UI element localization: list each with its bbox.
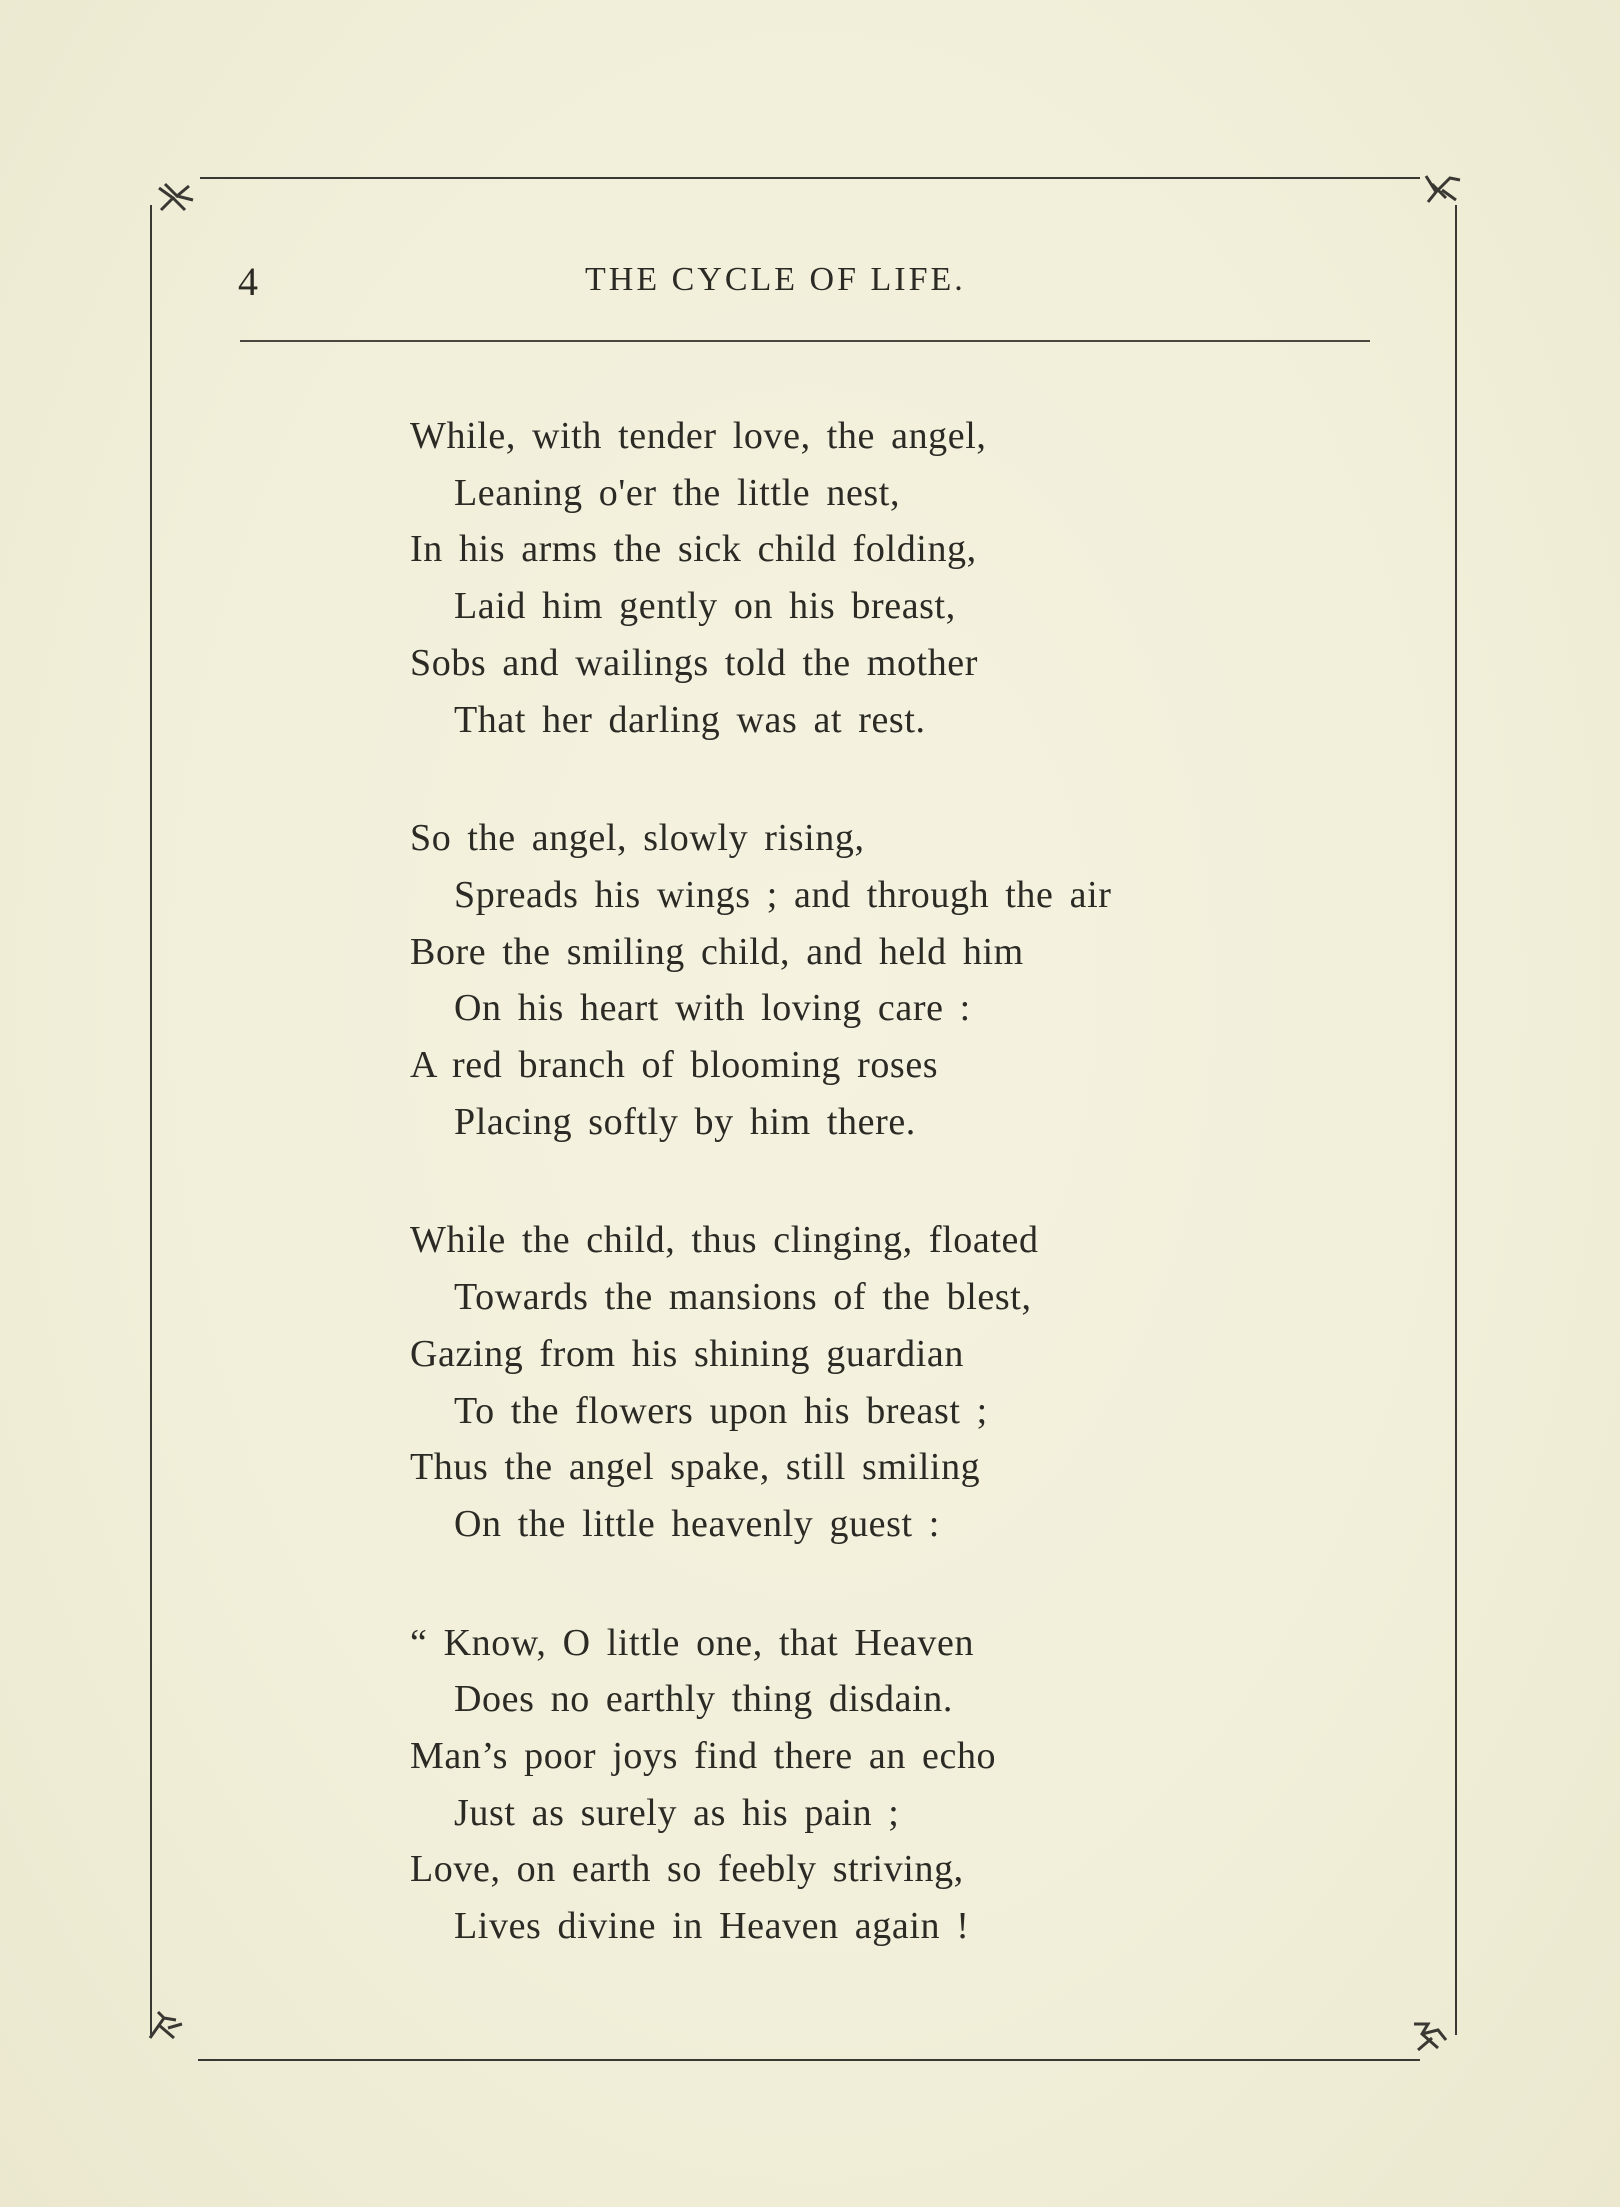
poem-line: Thus the angel spake, still smiling	[410, 1446, 981, 1489]
poem-line: That her darling was at rest.	[454, 698, 926, 741]
poem-line: While the child, thus clinging, floated	[410, 1219, 1039, 1262]
header-rule	[240, 340, 1370, 342]
poem-line: Laid him gently on his breast,	[454, 585, 956, 628]
frame-top-rule	[200, 177, 1420, 179]
frame-bottom-rule	[198, 2059, 1420, 2061]
poem-line: Gazing from his shining guardian	[410, 1332, 964, 1375]
poem-line: A red branch of blooming roses	[410, 1044, 939, 1087]
corner-ornament-icon	[1420, 170, 1464, 206]
poem-line: To the flowers upon his breast ;	[454, 1389, 988, 1432]
corner-ornament-icon	[155, 180, 199, 216]
stanza	[410, 408, 1310, 748]
poem-line: “ Know, O little one, that Heaven	[410, 1621, 975, 1664]
poem-line: Just as surely as his pain ;	[454, 1791, 900, 1834]
poem-line: Placing softly by him there.	[454, 1100, 916, 1143]
poem-line: Leaning o'er the little nest,	[454, 471, 901, 514]
corner-ornament-icon	[146, 2008, 190, 2044]
stanza	[410, 1212, 1310, 1552]
poem-line: In his arms the sick child folding,	[410, 528, 977, 571]
poem-line: Spreads his wings ; and through the air	[454, 873, 1112, 916]
poem-line: Love, on earth so feebly striving,	[410, 1848, 964, 1891]
poem-line: Towards the mansions of the blest,	[454, 1276, 1032, 1319]
poem-line: So the angel, slowly rising,	[410, 817, 865, 860]
poem-line: Sobs and wailings told the mother	[410, 641, 979, 684]
stanza	[410, 1615, 1310, 1955]
poem-line: On the little heavenly guest :	[454, 1502, 940, 1545]
poem-line: While, with tender love, the angel,	[410, 415, 987, 457]
running-title: THE CYCLE OF LIFE.	[585, 261, 966, 298]
poem-line: Bore the smiling child, and held him	[410, 930, 1024, 973]
poem	[410, 408, 1310, 2017]
frame-right-rule	[1455, 205, 1457, 2035]
poem-line: Does no earthly thing disdain.	[454, 1678, 953, 1721]
poem-line: Lives divine in Heaven again !	[454, 1905, 970, 1948]
corner-ornament-icon	[1408, 2018, 1452, 2054]
poem-line: On his heart with loving care :	[454, 987, 971, 1030]
stanza	[410, 810, 1310, 1150]
page-number: 4	[238, 259, 258, 304]
poem-line: Man’s poor joys find there an echo	[410, 1735, 997, 1778]
frame-left-rule	[150, 205, 152, 2035]
